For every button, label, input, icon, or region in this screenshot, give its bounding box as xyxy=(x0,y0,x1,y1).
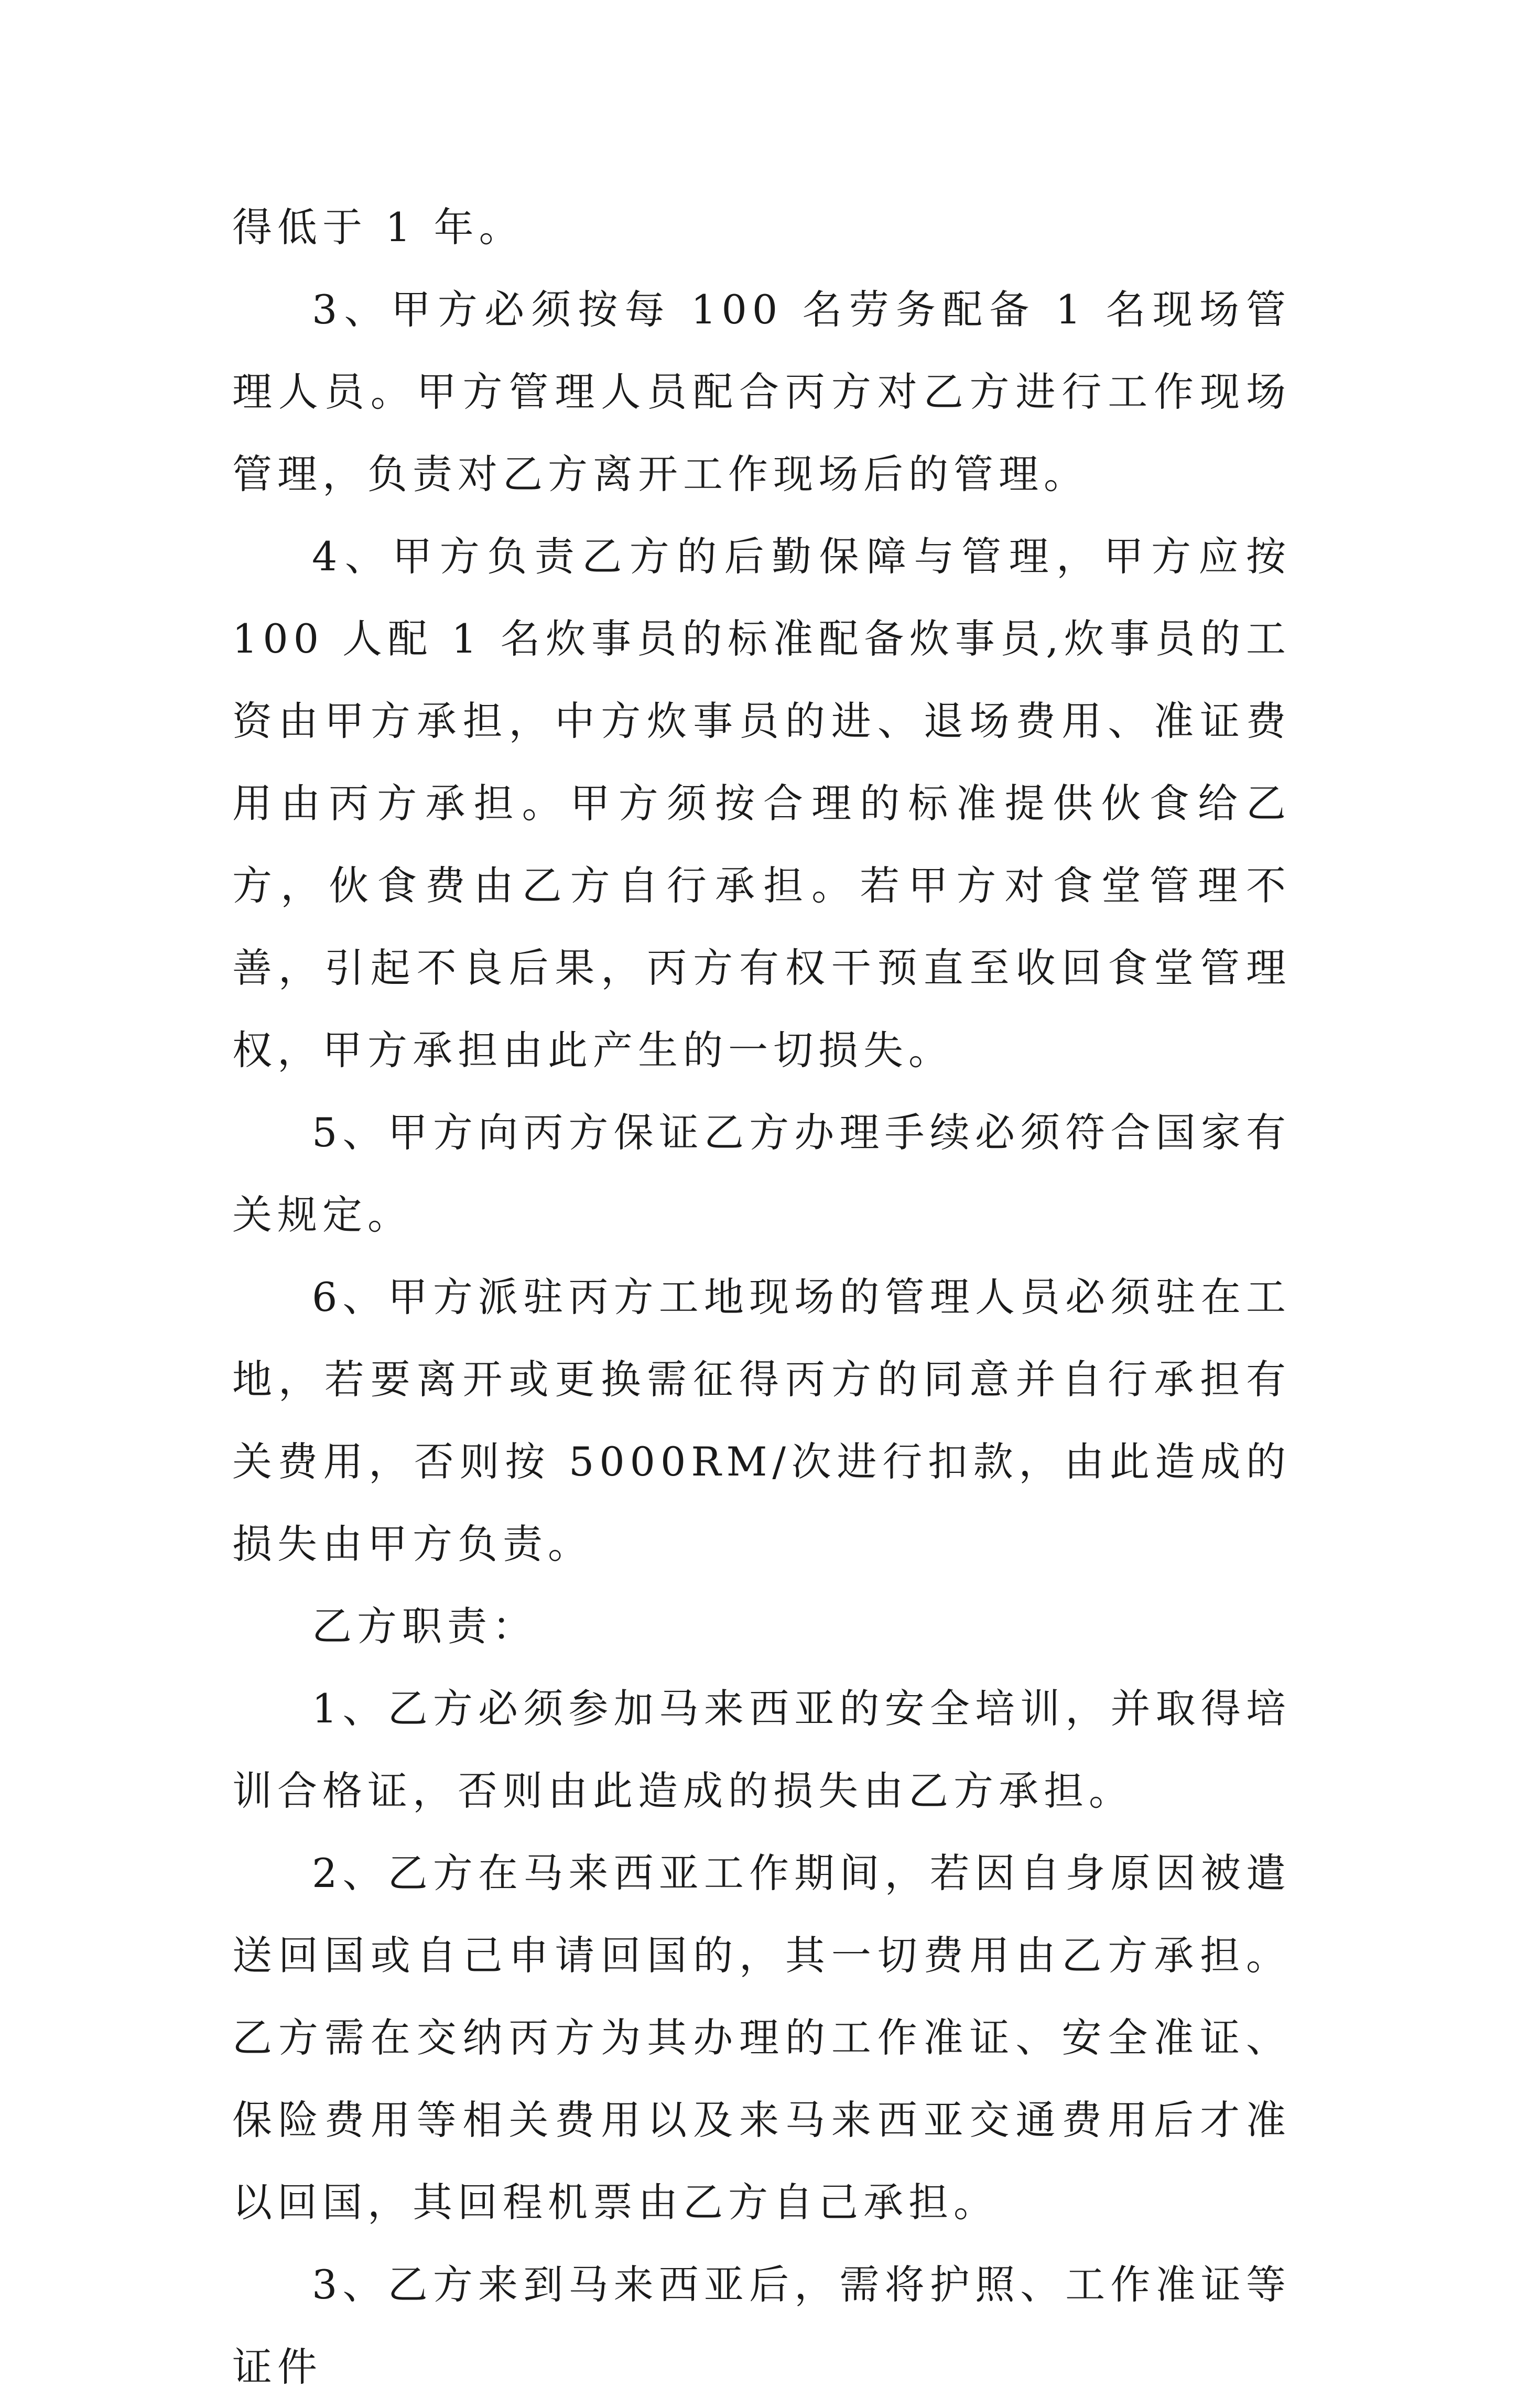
paragraph-9: 3、乙方来到马来西亚后，需将护照、工作准证等证件 xyxy=(232,2261,1291,2390)
paragraph-1: 得低于 1 年。 xyxy=(232,204,524,251)
document-body xyxy=(232,186,1291,2408)
paragraph-5: 6、甲方派驻丙方工地现场的管理人员必须驻在工地，若要离开或更换需征得丙方的同意并自行承担有关费用，否则按 5000RM/次进行扣款，由此造成的损失由甲方负责。 xyxy=(232,1274,1291,1567)
paragraph-7: 1、乙方必须参加马来西亚的安全培训，并取得培训合格证，否则由此造成的损失由乙方承担。 xyxy=(232,1685,1291,1814)
paragraph-3: 4、甲方负责乙方的后勤保障与管理，甲方应按 100 人配 1 名炊事员的标准配备炊事员,炊事员的工资由甲方承担，中方炊事员的进、退场费用、准证费用由丙方承担。甲方须按合理的标准提供伙食给乙方，伙食费由乙方自行承担。若甲方对食堂管理不善，引起不良后果，丙方有权干预直至收回食堂管理权，甲方承担由此产生的一切损失。 xyxy=(232,533,1291,1073)
paragraph-8: 2、乙方在马来西亚工作期间，若因自身原因被遣送回国或自己申请回国的，其一切费用由乙方承担。乙方需在交纳丙方为其办理的工作准证、安全准证、保险费用等相关费用以及来马来西亚交通费用后才准以回国，其回程机票由乙方自己承担。 xyxy=(232,1850,1291,2226)
paragraph-2: 3、甲方必须按每 100 名劳务配备 1 名现场管理人员。甲方管理人员配合丙方对乙方进行工作现场管理，负责对乙方离开工作现场后的管理。 xyxy=(232,286,1291,497)
section-heading-party-b-duties: 乙方职责： xyxy=(312,1603,537,1650)
paragraph-4: 5、甲方向丙方保证乙方办理手续必须符合国家有关规定。 xyxy=(232,1109,1291,1238)
